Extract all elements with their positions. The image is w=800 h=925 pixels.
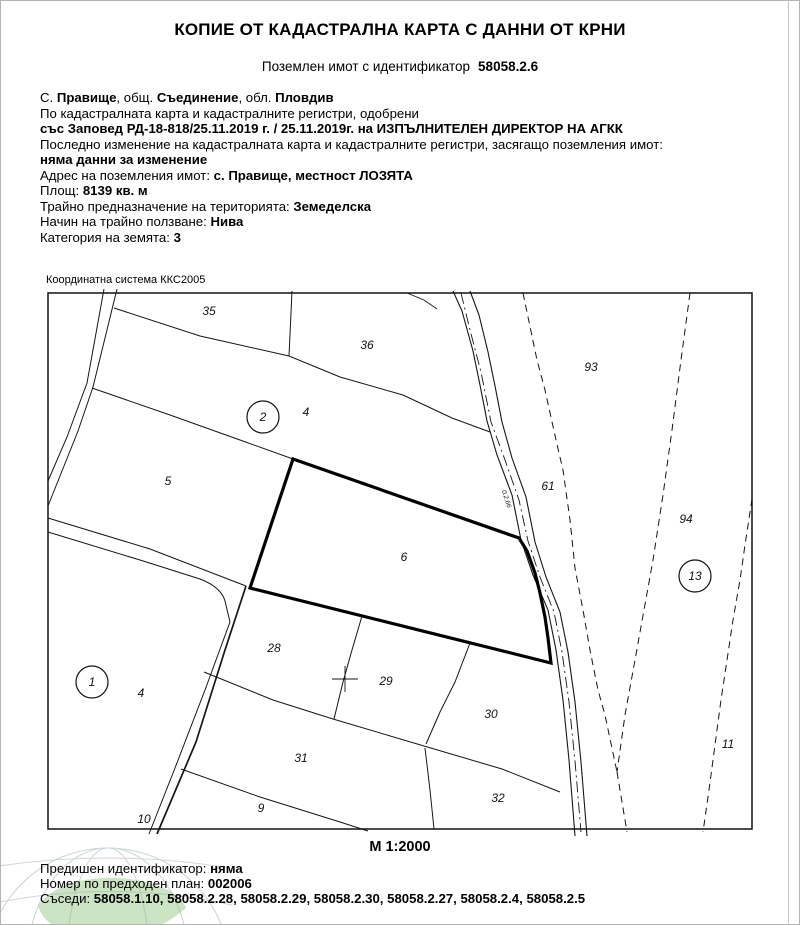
info-label: Трайно предназначение на територията:: [40, 198, 294, 214]
parcel-number-label: 31: [294, 751, 308, 765]
footer-value: няма: [210, 861, 243, 876]
info-line: [40, 121, 780, 137]
info-value: Земеделска: [293, 198, 372, 214]
info-value: 3: [173, 229, 181, 245]
parcel-number-label: 0.2.66: [499, 489, 513, 509]
grid-cross: [332, 666, 358, 692]
info-line: [40, 214, 780, 230]
info-line: [40, 183, 780, 199]
info-line: [40, 90, 780, 106]
page-edge-line: [788, 0, 789, 925]
parcel-number-label: 36: [360, 338, 374, 352]
document-subtitle: [0, 59, 800, 74]
parcel-number-label: 9: [257, 801, 265, 815]
parcel-number-label: 6: [400, 550, 408, 564]
info-label: , обл.: [238, 90, 276, 105]
parcel-number-label: 61: [541, 479, 555, 493]
info-value: с. Правище, местност ЛОЗЯТА: [213, 167, 413, 183]
parcel-number-label: 28: [267, 641, 281, 655]
parcel-boundaries-upper: [92, 291, 490, 459]
subtitle-label: Поземлен имот с идентификатор: [261, 59, 471, 74]
info-value: със Заповед РД-18-818/25.11.2019 г. / 25.11.2019г. на ИЗПЪЛНИТЕЛЕН ДИРЕКТОР НА АГКК: [40, 121, 623, 136]
parcel-number-label: 93: [584, 360, 598, 374]
footer-label: Предишен идентификатор:: [40, 861, 211, 876]
info-value: Пловдив: [275, 90, 334, 105]
info-line: [40, 199, 780, 215]
parcel-number-label: 32: [491, 791, 505, 805]
parcel-number-label: 30: [484, 707, 498, 721]
info-line: [40, 230, 780, 246]
info-value: Правище: [56, 90, 117, 105]
info-value: Съединение: [156, 90, 239, 105]
info-label: Площ:: [40, 183, 83, 198]
dashed-boundaries: [523, 293, 752, 832]
footer-line: [40, 861, 780, 876]
footer-label: Съседи:: [40, 891, 94, 907]
info-value: Нива: [210, 214, 244, 229]
parcel-number-label: 29: [379, 674, 393, 688]
info-label: Категория на земята:: [40, 229, 174, 245]
parcel-number-label: 2: [259, 410, 267, 424]
water-channel: [407, 291, 587, 836]
parcel-number-label: 10: [137, 812, 151, 826]
parcel-number-label: 11: [721, 737, 735, 751]
document-title: КОПИЕ ОТ КАДАСТРАЛНА КАРТА С ДАННИ ОТ КРНИ: [174, 20, 626, 39]
parcel-number-label: 1: [88, 675, 96, 689]
footer-value: 58058.1.10, 58058.2.28, 58058.2.29, 58058.2.30, 58058.2.27, 58058.2.4, 58058.2.5: [93, 891, 586, 907]
info-label: С.: [40, 90, 57, 105]
map-scale-label: М 1:2000: [369, 839, 431, 855]
info-line: [40, 137, 780, 153]
road-upper-left: [48, 289, 117, 506]
info-line: [40, 168, 780, 184]
parcel-number-label: 4: [137, 686, 145, 700]
property-info-block: [40, 90, 780, 245]
info-line: [40, 152, 780, 168]
info-value: няма данни за изменение: [40, 152, 208, 167]
coordinate-system-label: Координатна система ККС2005: [46, 274, 206, 286]
footer-line: [40, 891, 780, 906]
info-value: 8139 кв. м: [82, 183, 148, 198]
info-label: , общ.: [116, 90, 157, 105]
footer-label: Номер по предходен план:: [40, 876, 208, 892]
parcel-number-label: 35: [202, 304, 216, 318]
footer-value: 002006: [207, 876, 252, 892]
parcel-number-label: 5: [164, 474, 172, 488]
document-footer: [40, 861, 780, 907]
info-label: По кадастралната карта и кадастралните регистри, одобрени: [40, 105, 419, 121]
parcel-number-label: 13: [688, 569, 702, 583]
info-label: Начин на трайно ползване:: [40, 214, 211, 229]
parcel-number-label: 4: [302, 405, 310, 419]
info-label: Последно изменение на кадастралната карта и кадастралните регистри, засягащо поземления имот:: [40, 136, 663, 152]
info-label: Адрес на поземления имот:: [40, 167, 214, 183]
parcel-number-label: 94: [679, 512, 693, 526]
footer-line: [40, 876, 780, 891]
parcel-labels: [76, 304, 734, 826]
parcel-identifier: 58058.2.6: [478, 59, 539, 74]
info-line: [40, 106, 780, 122]
